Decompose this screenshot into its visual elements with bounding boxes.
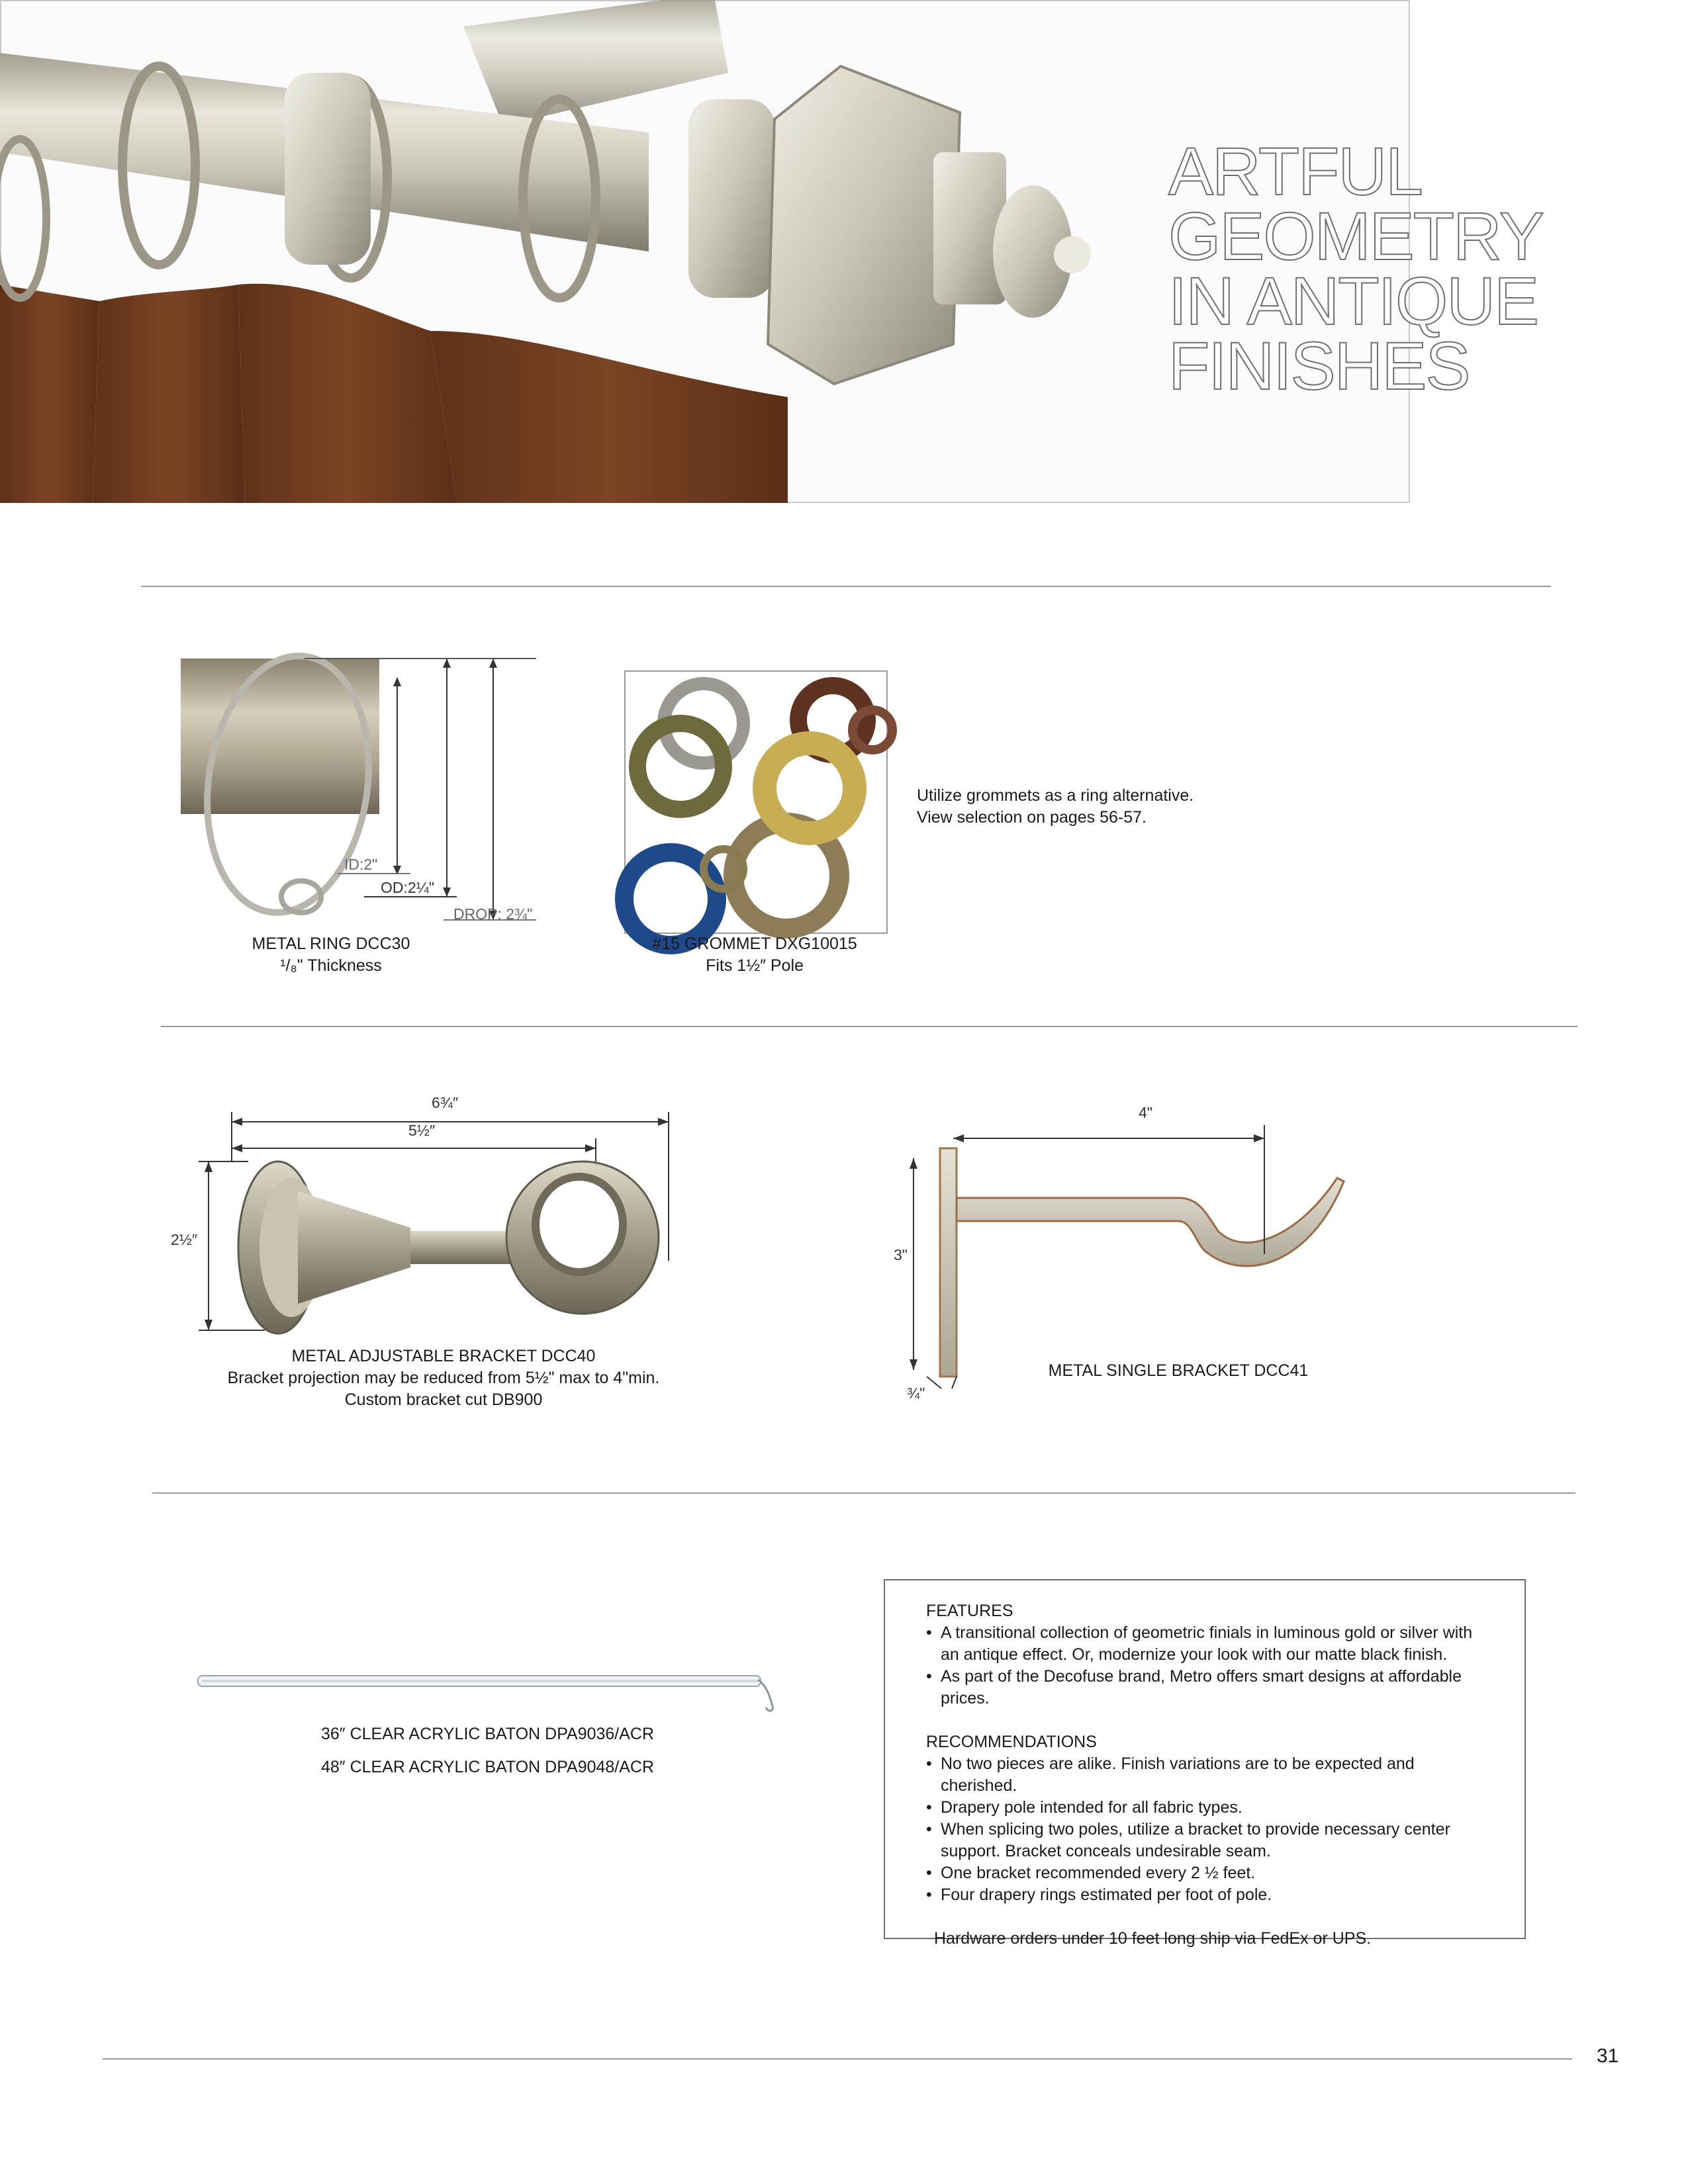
single-bracket-height-dim: 3" <box>894 1246 908 1263</box>
acrylic-baton-image <box>195 1661 791 1721</box>
list-item: • One bracket recommended every 2 ½ feet. <box>926 1862 1491 1884</box>
grommet-caption <box>622 933 887 977</box>
adjustable-bracket-caption-name: METAL ADJUSTABLE BRACKET DCC40 <box>291 1347 596 1365</box>
hero-title-line: IN ANTIQUE <box>1168 263 1538 339</box>
metal-ring-image <box>179 652 543 930</box>
grommet-caption-fit: Fits 1½″ Pole <box>706 956 804 975</box>
recommendations-list <box>926 1753 1491 1906</box>
adjustable-bracket-caption-note: Bracket projection may be reduced from 5½" max to 4"min. <box>227 1369 660 1387</box>
ring-caption-thickness: ¹/₈" Thickness <box>280 956 382 975</box>
ring-drop: DROP: 2¾" <box>453 905 533 923</box>
adjustable-bracket-height-dim: 2½″ <box>171 1231 198 1248</box>
grommet-note-line: Utilize grommets as a ring alternative. <box>917 786 1194 805</box>
grommet-note <box>917 785 1194 829</box>
shipping-note: Hardware orders under 10 feet long ship via FedEx or UPS. <box>934 1929 1372 1948</box>
features-list <box>926 1622 1491 1709</box>
list-item: • Four drapery rings estimated per foot of pole. <box>926 1884 1491 1906</box>
list-item: • No two pieces are alike. Finish variations are to be expected and cherished. <box>926 1753 1491 1797</box>
baton-48-label: 48″ CLEAR ACRYLIC BATON DPA9048/ACR <box>321 1758 655 1776</box>
adjustable-bracket-caption <box>172 1345 715 1411</box>
list-item: • As part of the Decofuse brand, Metro offers smart designs at affordable prices. <box>926 1666 1491 1709</box>
single-bracket-width-dim: 4" <box>1139 1104 1152 1121</box>
grommet-image <box>624 670 888 934</box>
ring-inner-diameter: ID:2" <box>344 856 378 873</box>
ring-caption-name: METAL RING DCC30 <box>252 934 410 953</box>
section-divider <box>152 1492 1575 1494</box>
list-item: • A transitional collection of geometric finials in luminous gold or silver with an antique effect. Or, modernize your look with our matte black finish. <box>926 1622 1491 1666</box>
baton-caption <box>321 1717 654 1784</box>
adjustable-bracket-overall-dim: 6¾″ <box>432 1094 459 1111</box>
adjustable-bracket-caption-custom: Custom bracket cut DB900 <box>344 1390 543 1409</box>
grommet-caption-name: #15 GROMMET DXG10015 <box>652 934 857 953</box>
single-bracket-caption: METAL SINGLE BRACKET DCC41 <box>1048 1361 1309 1380</box>
section-divider <box>161 1026 1577 1027</box>
list-item: • When splicing two poles, utilize a bracket to provide necessary center support. Bracket conceals undesirable seam. <box>926 1819 1491 1862</box>
list-item: • Drapery pole intended for all fabric types. <box>926 1797 1491 1819</box>
features-heading: FEATURES <box>926 1602 1013 1620</box>
single-bracket-thickness-dim: ¾" <box>907 1385 925 1402</box>
hero-title-line: GEOMETRY <box>1168 199 1543 274</box>
hero-title <box>1168 134 1543 404</box>
grommet-note-line: View selection on pages 56-57. <box>917 808 1147 827</box>
section-divider <box>141 586 1551 587</box>
ring-caption <box>199 933 463 977</box>
features-box <box>884 1579 1526 1948</box>
recommendations-heading: RECOMMENDATIONS <box>926 1733 1097 1751</box>
hero-title-line: FINISHES <box>1168 328 1470 404</box>
page-number: 31 <box>1597 2045 1619 2067</box>
baton-36-label: 36″ CLEAR ACRYLIC BATON DPA9036/ACR <box>321 1725 655 1743</box>
ring-outer-diameter: OD:2¼" <box>381 879 435 896</box>
adjustable-bracket-image <box>192 1075 708 1353</box>
adjustable-bracket-projection-dim: 5½″ <box>408 1122 436 1139</box>
hero-title-line: ARTFUL <box>1168 134 1422 209</box>
footer-rule <box>103 2058 1572 2060</box>
hero-banner <box>0 0 1543 503</box>
